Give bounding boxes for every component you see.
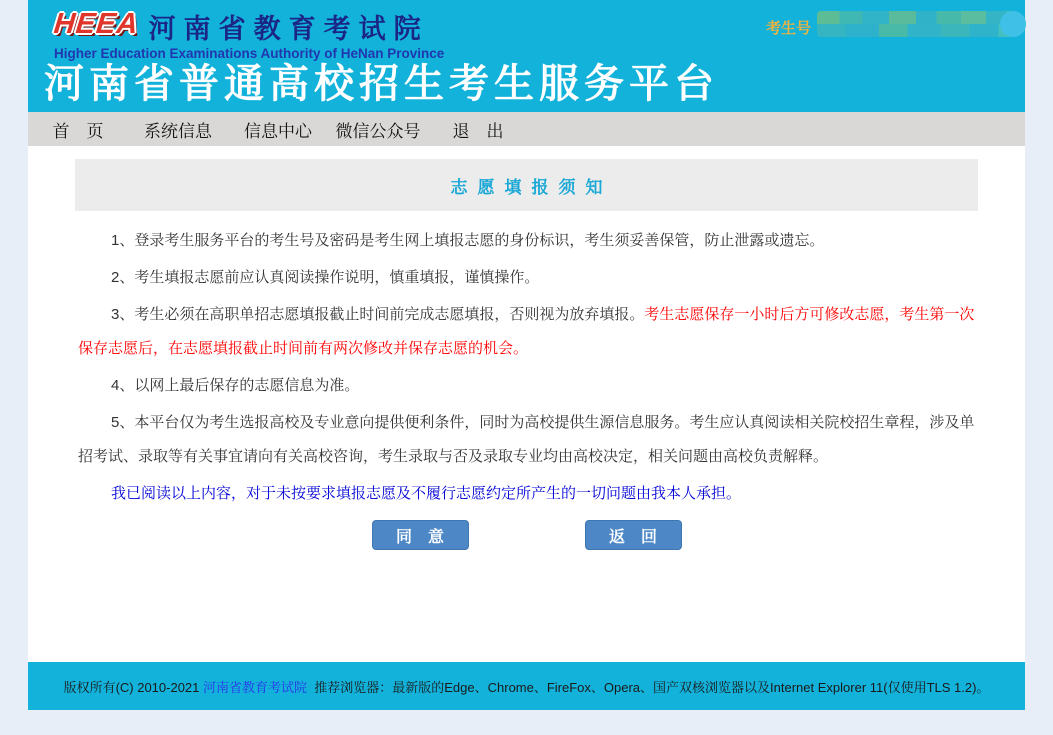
- candidate-number-label: 考生号: [765, 20, 811, 37]
- button-row: [28, 520, 1025, 550]
- org-subtitle: Higher Education Examinations Authority of HeNan Province: [54, 46, 445, 61]
- agree-button[interactable]: 同 意: [372, 520, 469, 550]
- nav-item-logout[interactable]: 退 出: [452, 121, 504, 141]
- notice-item-3-black: 3、考生必须在高职单招志愿填报截止时间前完成志愿填报，否则视为放弃填报。: [111, 306, 645, 323]
- notice-item-2: 2、考生填报志愿前应认真阅读操作说明，慎重填报，谨慎操作。: [111, 269, 540, 286]
- header: [28, 0, 1025, 112]
- notice-item-3-red: 考生志愿保存一小时后方可修改志愿，考生第一次保存志愿后，在志愿填报截止时间前有两次修改并保存志愿的机会。: [78, 306, 975, 357]
- heea-logo-icon: HEEA: [52, 8, 141, 40]
- notice-item-1: 1、登录考生服务平台的考生号及密码是考生网上填报志愿的身份标识，考生须妥善保管，防止泄露或遗忘。: [111, 232, 825, 249]
- copyright-text: 版权所有(C) 2010-2021: [63, 679, 204, 695]
- footer: [28, 662, 1025, 710]
- back-button[interactable]: 返 回: [585, 520, 682, 550]
- nav-item-system-info[interactable]: 系统信息: [144, 121, 212, 141]
- nav-item-wechat[interactable]: 微信公众号: [335, 121, 421, 141]
- nav-item-home[interactable]: 首 页: [52, 121, 104, 141]
- nav-bar: [28, 112, 1025, 146]
- notice-item-5: 5、本平台仅为考生选报高校及专业意向提供便利条件，同时为高校提供生源信息服务。考生应认真阅读相关院校招生章程，涉及单招考试、录取等有关事宜请向有关高校咨询，考生录取与否及录取专业均由高校决定，相关问题由高校负责解释。: [78, 414, 975, 465]
- notice-item-3: [78, 298, 975, 366]
- notice-body: [78, 224, 975, 511]
- nav-item-info-center[interactable]: 信息中心: [244, 121, 312, 141]
- platform-title: 河南省普通高校招生考生服务平台: [44, 62, 719, 106]
- notice-title-bar: [75, 159, 978, 211]
- notice-item-4: 4、以网上最后保存的志愿信息为准。: [111, 377, 360, 394]
- main-content: [28, 146, 1025, 662]
- page-container: [28, 0, 1025, 710]
- browser-recommendation-text: 推荐浏览器：最新版的Edge、Chrome、FireFox、Opera、国产双核浏览器以及Internet Explorer 11(仅使用TLS 1.2)。: [307, 679, 990, 695]
- footer-org-link[interactable]: 河南省教育考试院: [203, 679, 308, 695]
- agreement-statement: 我已阅读以上内容，对于未按要求填报志愿及不履行志愿约定所产生的一切问题由我本人承担。: [111, 485, 742, 502]
- org-name: 河南省教育考试院: [148, 14, 429, 44]
- notice-title: 志愿填报须知: [450, 177, 613, 197]
- candidate-number-blurred: [817, 11, 1023, 37]
